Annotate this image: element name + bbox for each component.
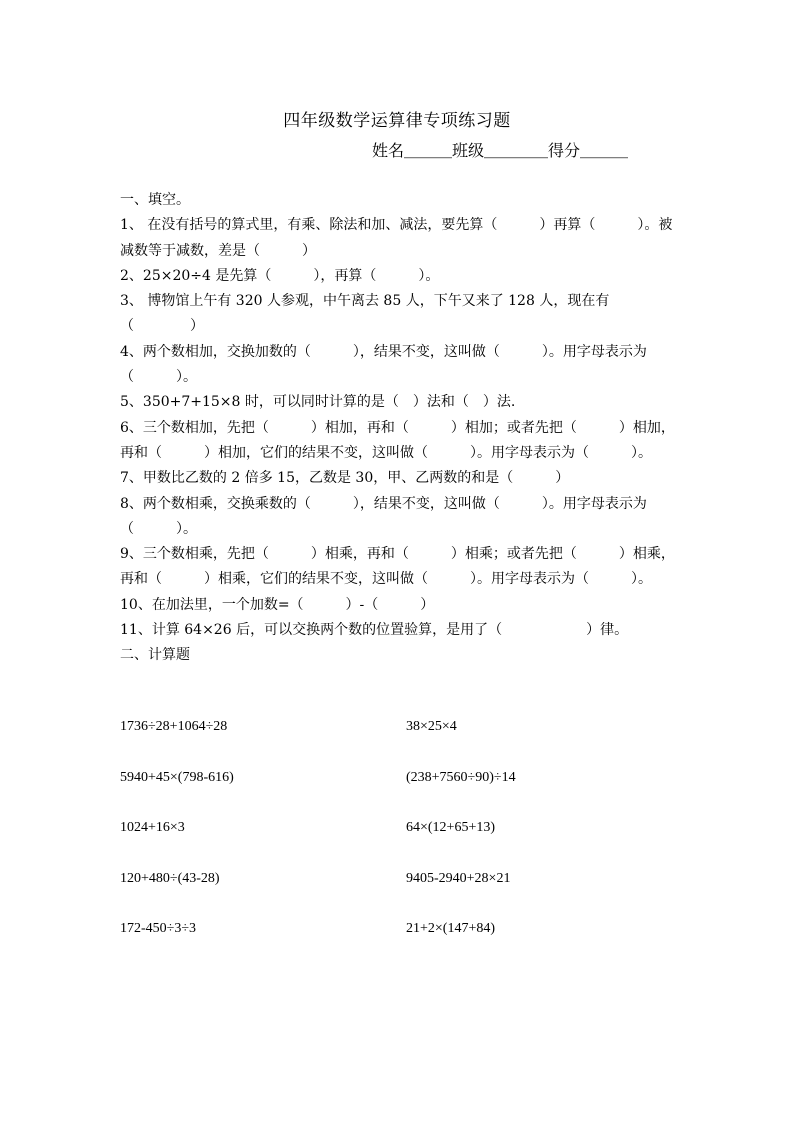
question-8: 8、两个数相乘，交换乘数的（ ），结果不变，这叫做（ ）。用字母表示为（ ）。	[120, 495, 647, 537]
question-4: 4、两个数相加，交换加数的（ ），结果不变，这叫做（ ）。用字母表示为（ ）。	[120, 343, 647, 386]
calc-row	[120, 921, 680, 972]
calc-expression: 38×25×4	[406, 719, 457, 734]
question-6: 6、三个数相加，先把（ ）相加，再和（ ）相加；或者先把（ ）相加，再和（ ）相加，它们的结果不变，这叫做（ ）。用字母表示为（ ）。	[120, 419, 675, 461]
calc-row	[120, 820, 680, 871]
calc-expression: 5940+45×(798-616)	[120, 769, 234, 785]
question-10: 10、在加法里，一个加数=（ ）-（ ）	[120, 596, 435, 613]
question-5: 5、350+7+15×8 时，可以同时计算的是（ ）法和（ ）法.	[120, 394, 516, 411]
calc-expression: 1736÷28+1064÷28	[120, 719, 228, 734]
question-11: 11、计算 64×26 后，可以交换两个数的位置验算，是用了（ ）律。	[120, 622, 629, 639]
calc-expression: 9405-2940+28×21	[406, 870, 511, 886]
calc-row	[120, 719, 680, 770]
section-heading-calculation: 二、计算题	[120, 647, 190, 664]
question-1: 1、 在没有括号的算式里，有乘、除法和加、减法，要先算（ ）再算（ ）。被减数等于减数，差是（ ）	[120, 217, 673, 259]
student-info-line: 姓名＿＿＿班级＿＿＿＿得分＿＿＿	[372, 141, 629, 160]
calc-row	[120, 770, 680, 821]
worksheet-title: 四年级数学运算律专项练习题	[283, 111, 511, 131]
calc-expression: (238+7560÷90)÷14	[406, 769, 516, 785]
question-3: 3、 博物馆上午有 320 人参观，中午离去 85 人，下午又来了 128 人，现在有（ ）	[120, 293, 610, 335]
calc-expression: 1024+16×3	[120, 820, 185, 835]
question-9: 9、三个数相乘，先把（ ）相乘，再和（ ）相乘；或者先把（ ）相乘，再和（ ）相乘，它们的结果不变，这叫做（ ）。用字母表示为（ ）。	[120, 546, 675, 588]
calc-expression: 120+480÷(43-28)	[120, 870, 220, 886]
calculation-section	[120, 719, 680, 972]
calc-expression: 64×(12+65+13)	[406, 820, 496, 835]
calc-expression: 21+2×(147+84)	[406, 921, 496, 936]
fill-in-section	[120, 188, 676, 669]
calc-row	[120, 871, 680, 922]
calc-expression: 172-450÷3÷3	[120, 921, 197, 936]
question-7: 7、甲数比乙数的 2 倍多 15，乙数是 30，甲、乙两数的和是（ ）	[120, 470, 570, 487]
question-2: 2、25×20÷4 是先算（ ），再算（ ）。	[120, 267, 440, 284]
section-heading-fill-in: 一、填空。	[120, 192, 190, 208]
